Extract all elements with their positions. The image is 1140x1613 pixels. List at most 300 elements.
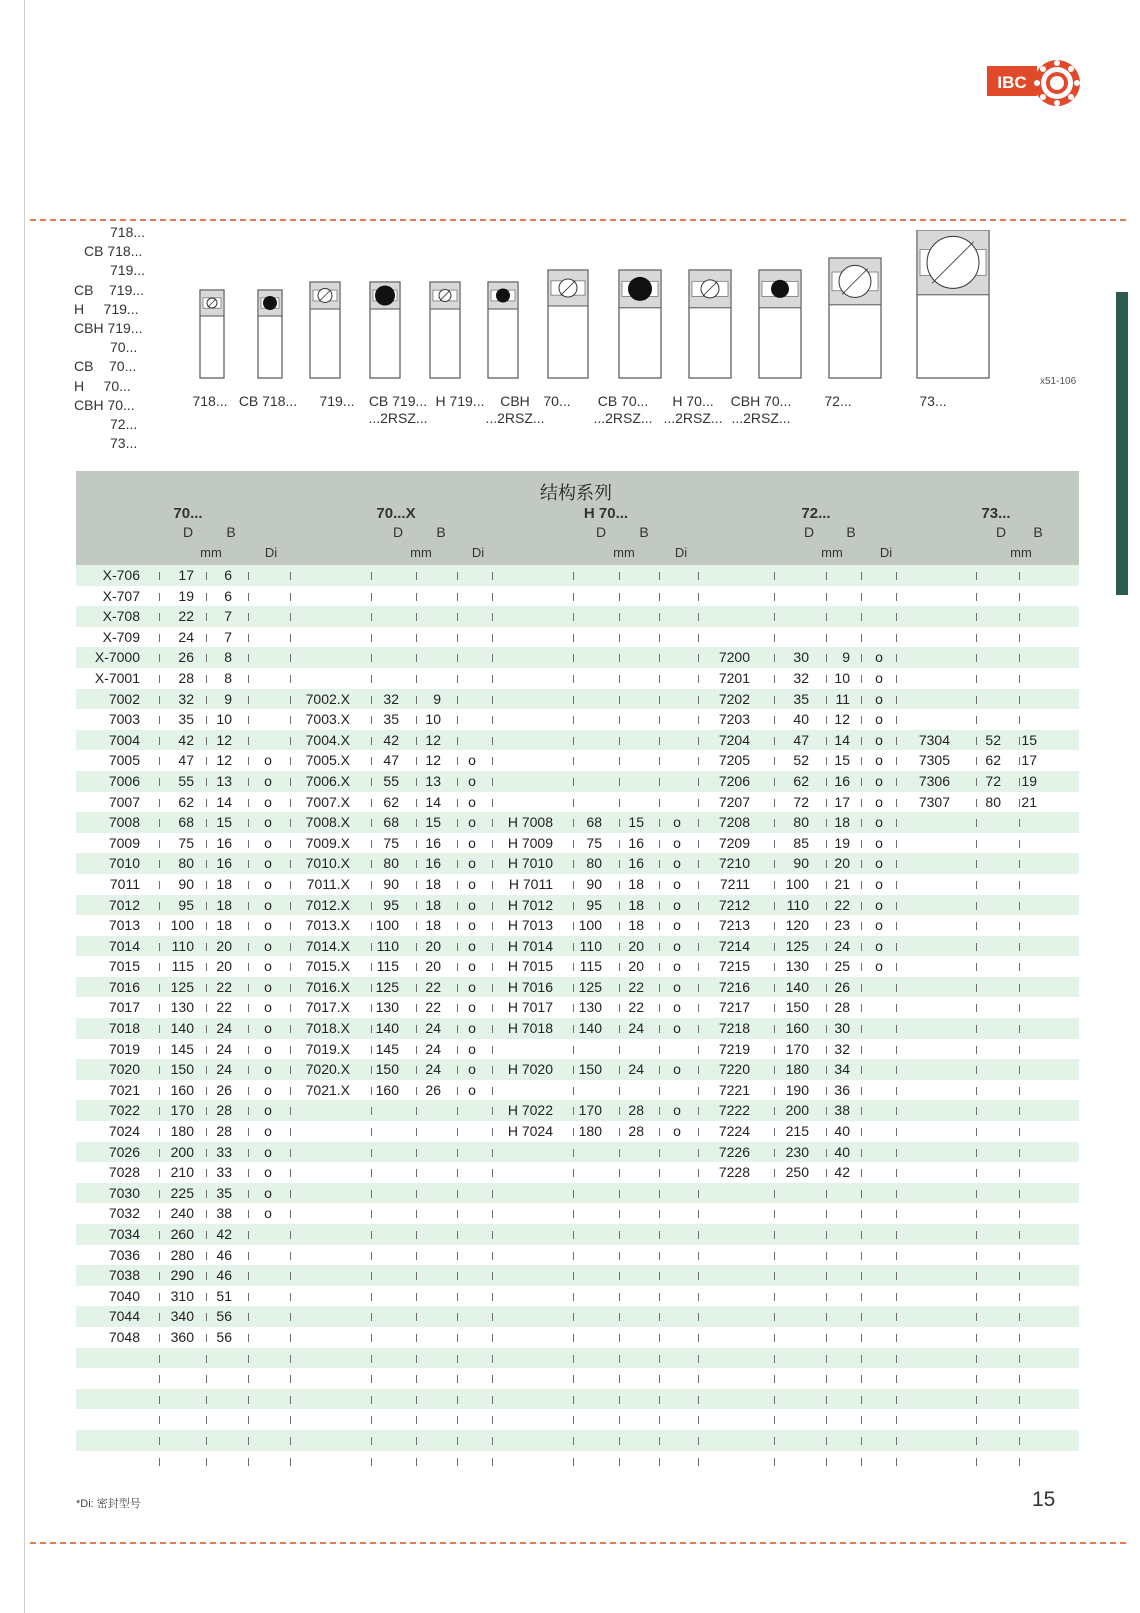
table-cell: 7219 bbox=[718, 1040, 750, 1057]
column-tick bbox=[619, 1334, 620, 1342]
column-tick bbox=[573, 1107, 574, 1115]
table-row bbox=[76, 1224, 1079, 1245]
column-tick bbox=[573, 654, 574, 662]
column-tick bbox=[861, 860, 862, 868]
table-cell: 140 bbox=[578, 1020, 602, 1037]
column-tick bbox=[371, 654, 372, 662]
column-tick bbox=[371, 799, 372, 807]
column-tick bbox=[206, 1066, 207, 1074]
column-tick bbox=[492, 634, 493, 642]
column-tick bbox=[248, 778, 249, 786]
column-tick bbox=[457, 1355, 458, 1363]
column-tick bbox=[290, 902, 291, 910]
column-tick bbox=[861, 922, 862, 930]
table-row bbox=[76, 1265, 1079, 1286]
column-tick bbox=[371, 1355, 372, 1363]
table-cell: 90 bbox=[383, 875, 399, 892]
column-tick bbox=[774, 1355, 775, 1363]
table-row bbox=[76, 606, 1079, 627]
column-tick bbox=[774, 881, 775, 889]
column-tick bbox=[290, 737, 291, 745]
bearing-label: 719... bbox=[319, 393, 355, 409]
column-tick bbox=[573, 1334, 574, 1342]
table-cell: 20 bbox=[425, 958, 441, 975]
table-cell: 24 bbox=[216, 1061, 232, 1078]
column-tick bbox=[290, 1128, 291, 1136]
column-tick bbox=[826, 1190, 827, 1198]
table-cell: 7038 bbox=[108, 1267, 140, 1284]
column-tick bbox=[774, 737, 775, 745]
column-tick bbox=[861, 1231, 862, 1239]
table-cell: 7017.X bbox=[305, 999, 350, 1016]
column-tick bbox=[698, 840, 699, 848]
bearing-label: H 719... bbox=[435, 393, 485, 409]
column-tick bbox=[573, 840, 574, 848]
column-tick bbox=[416, 613, 417, 621]
column-tick bbox=[206, 1252, 207, 1260]
column-tick bbox=[290, 963, 291, 971]
table-cell: o bbox=[264, 896, 272, 913]
column-tick bbox=[416, 737, 417, 745]
column-tick bbox=[774, 984, 775, 992]
table-cell: X-707 bbox=[102, 587, 140, 604]
column-tick bbox=[159, 922, 160, 930]
table-cell: 7016 bbox=[108, 978, 140, 995]
column-tick bbox=[457, 1375, 458, 1383]
column-tick bbox=[371, 881, 372, 889]
column-tick bbox=[573, 1190, 574, 1198]
table-cell: 35 bbox=[793, 690, 809, 707]
column-tick bbox=[573, 634, 574, 642]
column-tick bbox=[619, 1128, 620, 1136]
column-tick bbox=[371, 634, 372, 642]
table-cell: H 7011 bbox=[508, 875, 553, 892]
column-tick bbox=[698, 634, 699, 642]
column-tick bbox=[159, 902, 160, 910]
column-tick bbox=[492, 1375, 493, 1383]
column-tick bbox=[248, 696, 249, 704]
column-tick bbox=[1019, 737, 1020, 745]
column-tick bbox=[698, 819, 699, 827]
column-tick bbox=[976, 1437, 977, 1445]
column-tick bbox=[573, 1128, 574, 1136]
column-tick bbox=[416, 922, 417, 930]
table-cell: 20 bbox=[216, 958, 232, 975]
column-tick bbox=[457, 1087, 458, 1095]
column-tick bbox=[371, 1334, 372, 1342]
column-tick bbox=[206, 1107, 207, 1115]
column-tick bbox=[492, 654, 493, 662]
column-tick bbox=[248, 1087, 249, 1095]
table-cell: 47 bbox=[178, 752, 194, 769]
column-tick bbox=[290, 1169, 291, 1177]
table-cell: 7217 bbox=[718, 999, 750, 1016]
column-tick bbox=[896, 1416, 897, 1424]
table-cell: 15 bbox=[834, 752, 850, 769]
column-tick bbox=[1019, 1210, 1020, 1218]
group-72: 72... bbox=[801, 505, 831, 522]
table-cell: 7003.X bbox=[305, 711, 350, 728]
table-cell: o bbox=[264, 772, 272, 789]
column-tick bbox=[826, 1437, 827, 1445]
table-cell: o bbox=[468, 855, 476, 872]
column-tick bbox=[159, 1025, 160, 1033]
column-tick bbox=[573, 1252, 574, 1260]
column-tick bbox=[861, 634, 862, 642]
column-tick bbox=[206, 1231, 207, 1239]
column-tick bbox=[457, 963, 458, 971]
table-cell: o bbox=[875, 896, 883, 913]
table-cell: 160 bbox=[785, 1020, 809, 1037]
table-cell: 7002.X bbox=[305, 690, 350, 707]
table-cell: 32 bbox=[834, 1040, 850, 1057]
column-tick bbox=[371, 593, 372, 601]
column-tick bbox=[371, 778, 372, 786]
column-tick bbox=[659, 572, 660, 580]
column-tick bbox=[619, 943, 620, 951]
column-tick bbox=[457, 737, 458, 745]
table-cell: 125 bbox=[578, 978, 602, 995]
column-tick bbox=[371, 860, 372, 868]
column-tick bbox=[573, 737, 574, 745]
column-tick bbox=[248, 1375, 249, 1383]
table-row bbox=[76, 1389, 1079, 1410]
column-tick bbox=[206, 1313, 207, 1321]
column-tick bbox=[619, 737, 620, 745]
table-row bbox=[76, 833, 1079, 854]
table-cell: 7048 bbox=[108, 1328, 140, 1345]
column-tick bbox=[290, 1416, 291, 1424]
column-tick bbox=[659, 613, 660, 621]
column-tick bbox=[976, 922, 977, 930]
column-tick bbox=[492, 593, 493, 601]
table-cell: 250 bbox=[785, 1164, 809, 1181]
column-tick bbox=[659, 1107, 660, 1115]
table-cell: 51 bbox=[216, 1287, 232, 1304]
column-tick bbox=[826, 654, 827, 662]
table-cell: 7028 bbox=[108, 1164, 140, 1181]
table-cell: 55 bbox=[178, 772, 194, 789]
column-tick bbox=[774, 819, 775, 827]
column-tick bbox=[206, 1128, 207, 1136]
column-tick bbox=[159, 1087, 160, 1095]
column-tick bbox=[206, 593, 207, 601]
column-tick bbox=[457, 757, 458, 765]
table-cell: 120 bbox=[785, 917, 809, 934]
column-tick bbox=[159, 1169, 160, 1177]
column-tick bbox=[573, 1025, 574, 1033]
column-tick bbox=[248, 1066, 249, 1074]
column-tick bbox=[896, 799, 897, 807]
column-tick bbox=[206, 778, 207, 786]
table-cell: 18 bbox=[425, 917, 441, 934]
column-tick bbox=[619, 1355, 620, 1363]
column-tick bbox=[492, 1066, 493, 1074]
column-tick bbox=[371, 1190, 372, 1198]
unit-72: mm bbox=[821, 545, 843, 560]
column-tick bbox=[861, 572, 862, 580]
column-tick bbox=[976, 1375, 977, 1383]
table-cell: o bbox=[264, 1040, 272, 1057]
column-tick bbox=[371, 1210, 372, 1218]
column-tick bbox=[290, 1046, 291, 1054]
column-tick bbox=[896, 778, 897, 786]
column-tick bbox=[659, 1334, 660, 1342]
column-tick bbox=[371, 1046, 372, 1054]
column-tick bbox=[619, 757, 620, 765]
table-cell: 21 bbox=[834, 875, 850, 892]
column-tick bbox=[248, 757, 249, 765]
column-tick bbox=[248, 572, 249, 580]
column-tick bbox=[976, 634, 977, 642]
column-tick bbox=[896, 572, 897, 580]
column-tick bbox=[492, 860, 493, 868]
column-tick bbox=[774, 572, 775, 580]
column-tick bbox=[416, 593, 417, 601]
table-cell: 145 bbox=[170, 1040, 194, 1057]
table-cell: 150 bbox=[578, 1061, 602, 1078]
table-cell: 16 bbox=[834, 772, 850, 789]
table-cell: 16 bbox=[216, 834, 232, 851]
column-tick bbox=[976, 902, 977, 910]
column-tick bbox=[976, 1416, 977, 1424]
column-tick bbox=[248, 1313, 249, 1321]
column-tick bbox=[861, 1128, 862, 1136]
column-tick bbox=[774, 1252, 775, 1260]
table-cell: o bbox=[264, 999, 272, 1016]
table-cell: 30 bbox=[793, 649, 809, 666]
column-tick bbox=[619, 1025, 620, 1033]
table-cell: 62 bbox=[383, 793, 399, 810]
column-tick bbox=[698, 737, 699, 745]
unit-h70: mm bbox=[613, 545, 635, 560]
table-cell: 20 bbox=[216, 937, 232, 954]
column-tick bbox=[492, 881, 493, 889]
table-cell: 24 bbox=[216, 1020, 232, 1037]
table-row bbox=[76, 1100, 1079, 1121]
column-tick bbox=[159, 1128, 160, 1136]
column-tick bbox=[206, 1458, 207, 1466]
column-tick bbox=[659, 737, 660, 745]
bearing-ball-icon bbox=[771, 280, 789, 298]
column-tick bbox=[492, 922, 493, 930]
table-cell: 130 bbox=[785, 958, 809, 975]
designation-stack-item: 72... bbox=[110, 416, 138, 432]
column-tick bbox=[492, 737, 493, 745]
table-cell: 68 bbox=[383, 814, 399, 831]
column-tick bbox=[698, 1046, 699, 1054]
column-tick bbox=[1019, 1313, 1020, 1321]
column-tick bbox=[976, 593, 977, 601]
column-tick bbox=[457, 1190, 458, 1198]
table-cell: 100 bbox=[170, 917, 194, 934]
column-tick bbox=[619, 1004, 620, 1012]
bearing-label-suffix: ...2RSZ... bbox=[485, 410, 545, 426]
column-tick bbox=[659, 902, 660, 910]
column-tick bbox=[659, 1004, 660, 1012]
bearing-diagram bbox=[0, 224, 1140, 460]
bearing-label: CBH ...2RSZ... bbox=[475, 393, 555, 427]
table-cell: 7228 bbox=[718, 1164, 750, 1181]
column-tick bbox=[976, 1210, 977, 1218]
table-cell: o bbox=[673, 917, 681, 934]
column-tick bbox=[159, 1334, 160, 1342]
table-cell: o bbox=[875, 772, 883, 789]
column-tick bbox=[416, 1169, 417, 1177]
column-tick bbox=[619, 1210, 620, 1218]
column-tick bbox=[698, 1334, 699, 1342]
column-tick bbox=[896, 902, 897, 910]
column-tick bbox=[861, 696, 862, 704]
table-cell: 28 bbox=[216, 1123, 232, 1140]
column-tick bbox=[1019, 922, 1020, 930]
column-tick bbox=[492, 572, 493, 580]
bearing-label: 70... bbox=[543, 393, 571, 409]
column-tick bbox=[861, 716, 862, 724]
bearing-ball-icon bbox=[628, 277, 652, 301]
table-cell: 20 bbox=[628, 937, 644, 954]
table-cell: 7009.X bbox=[305, 834, 350, 851]
table-cell: 42 bbox=[178, 731, 194, 748]
column-tick bbox=[457, 778, 458, 786]
column-tick bbox=[159, 778, 160, 786]
table-cell: 7017 bbox=[108, 999, 140, 1016]
column-tick bbox=[826, 1066, 827, 1074]
column-tick bbox=[1019, 1046, 1020, 1054]
table-cell: 75 bbox=[586, 834, 602, 851]
column-tick bbox=[896, 1272, 897, 1280]
table-cell: 7044 bbox=[108, 1308, 140, 1325]
column-tick bbox=[248, 1025, 249, 1033]
column-tick bbox=[416, 1293, 417, 1301]
column-tick bbox=[457, 1025, 458, 1033]
column-tick bbox=[698, 1375, 699, 1383]
column-tick bbox=[206, 572, 207, 580]
column-tick bbox=[416, 881, 417, 889]
column-tick bbox=[457, 572, 458, 580]
column-tick bbox=[896, 1087, 897, 1095]
column-tick bbox=[492, 1169, 493, 1177]
table-title: 结构系列 bbox=[540, 483, 612, 503]
table-cell: 12 bbox=[216, 752, 232, 769]
table-cell: 160 bbox=[170, 1081, 194, 1098]
table-cell: o bbox=[468, 937, 476, 954]
column-tick bbox=[416, 654, 417, 662]
column-tick bbox=[619, 799, 620, 807]
column-tick bbox=[698, 1190, 699, 1198]
column-tick bbox=[698, 1004, 699, 1012]
column-tick bbox=[774, 778, 775, 786]
column-tick bbox=[896, 840, 897, 848]
table-cell: 25 bbox=[834, 958, 850, 975]
table-cell: o bbox=[264, 1164, 272, 1181]
column-tick bbox=[976, 654, 977, 662]
table-cell: 7013.X bbox=[305, 917, 350, 934]
column-tick bbox=[1019, 1458, 1020, 1466]
column-tick bbox=[206, 737, 207, 745]
table-cell: o bbox=[875, 958, 883, 975]
column-tick bbox=[861, 1046, 862, 1054]
column-tick bbox=[248, 1169, 249, 1177]
column-tick bbox=[774, 593, 775, 601]
column-tick bbox=[248, 1272, 249, 1280]
column-tick bbox=[976, 1107, 977, 1115]
table-cell: 7216 bbox=[718, 978, 750, 995]
column-tick bbox=[826, 984, 827, 992]
column-tick bbox=[698, 1272, 699, 1280]
column-tick bbox=[619, 1231, 620, 1239]
column-tick bbox=[659, 881, 660, 889]
column-tick bbox=[371, 1293, 372, 1301]
column-tick bbox=[457, 840, 458, 848]
column-tick bbox=[896, 1437, 897, 1445]
designation-stack-item: H 70... bbox=[74, 377, 131, 394]
column-tick bbox=[774, 1396, 775, 1404]
column-tick bbox=[457, 1210, 458, 1218]
table-cell: 35 bbox=[216, 1184, 232, 1201]
column-tick bbox=[659, 799, 660, 807]
table-cell: o bbox=[875, 814, 883, 831]
table-cell: H 7022 bbox=[507, 1102, 553, 1119]
column-tick bbox=[619, 1293, 620, 1301]
table-cell: 19 bbox=[1021, 772, 1037, 789]
column-tick bbox=[659, 1355, 660, 1363]
column-tick bbox=[159, 1355, 160, 1363]
table-cell: 7004 bbox=[108, 731, 140, 748]
column-tick bbox=[248, 1252, 249, 1260]
table-cell: 7212 bbox=[718, 896, 750, 913]
column-tick bbox=[861, 1169, 862, 1177]
column-tick bbox=[457, 922, 458, 930]
column-tick bbox=[774, 1025, 775, 1033]
bearing-label: 718... bbox=[192, 393, 228, 409]
col-d-h70: D bbox=[595, 524, 607, 540]
column-tick bbox=[371, 1025, 372, 1033]
table-cell: 68 bbox=[178, 814, 194, 831]
table-cell: 7224 bbox=[718, 1123, 750, 1140]
table-cell: 140 bbox=[375, 1020, 399, 1037]
column-tick bbox=[457, 613, 458, 621]
column-tick bbox=[774, 634, 775, 642]
column-tick bbox=[206, 1355, 207, 1363]
table-cell: 7021 bbox=[108, 1081, 140, 1098]
column-tick bbox=[248, 1004, 249, 1012]
column-tick bbox=[698, 1149, 699, 1157]
column-tick bbox=[861, 1458, 862, 1466]
table-cell: 7202 bbox=[718, 690, 750, 707]
table-cell: 32 bbox=[178, 690, 194, 707]
column-tick bbox=[861, 1272, 862, 1280]
column-tick bbox=[492, 984, 493, 992]
column-tick bbox=[290, 778, 291, 786]
column-tick bbox=[492, 1107, 493, 1115]
table-cell: 7007.X bbox=[305, 793, 350, 810]
column-tick bbox=[416, 1128, 417, 1136]
table-cell: 46 bbox=[216, 1246, 232, 1263]
column-tick bbox=[896, 1231, 897, 1239]
column-tick bbox=[861, 943, 862, 951]
column-tick bbox=[492, 1437, 493, 1445]
table-cell: 22 bbox=[178, 608, 194, 625]
table-cell: 7222 bbox=[718, 1102, 750, 1119]
column-tick bbox=[619, 922, 620, 930]
column-tick bbox=[371, 1066, 372, 1074]
column-tick bbox=[290, 943, 291, 951]
column-tick bbox=[416, 1046, 417, 1054]
table-row bbox=[76, 730, 1079, 751]
column-tick bbox=[159, 1416, 160, 1424]
column-tick bbox=[248, 716, 249, 724]
